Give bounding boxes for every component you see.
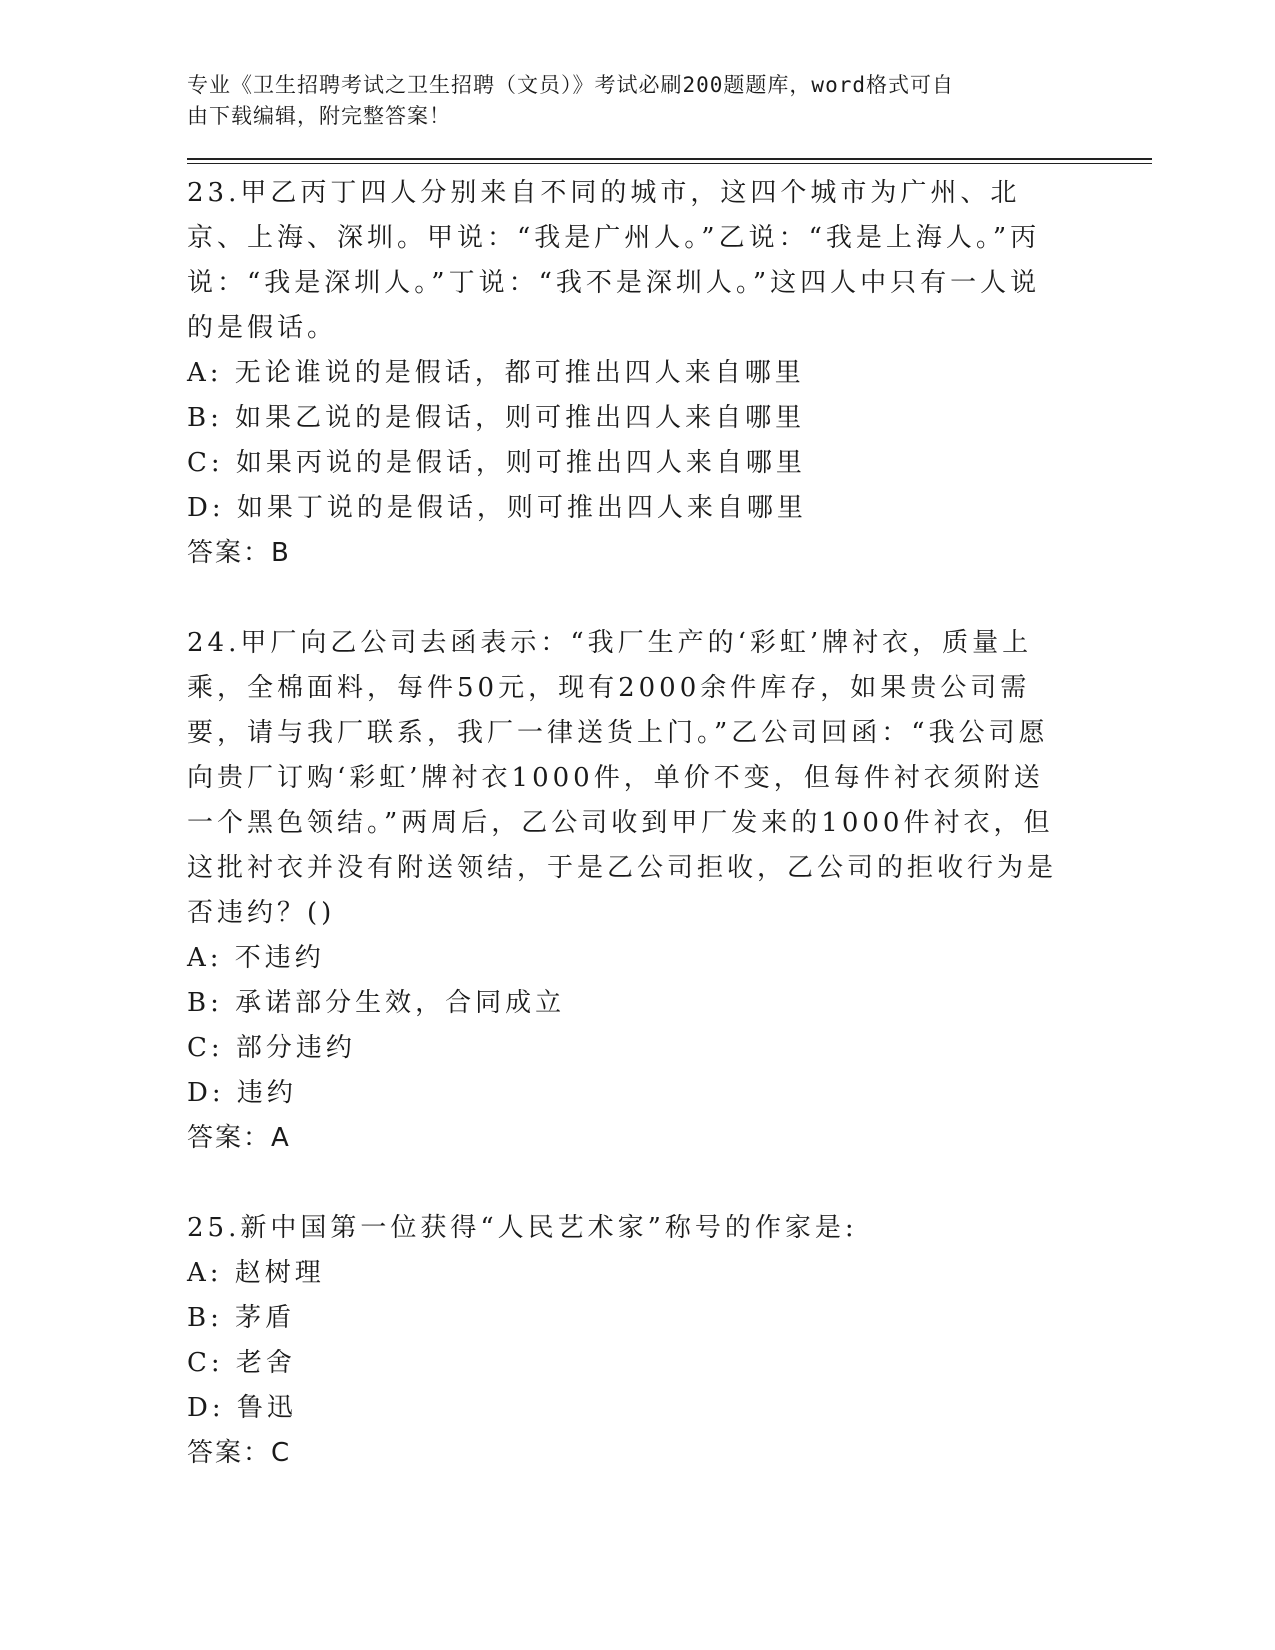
- option-d: D: 如果丁说的是假话，则可推出四人来自哪里: [187, 493, 807, 523]
- option-a: A: 无论谁说的是假话，都可推出四人来自哪里: [187, 358, 805, 388]
- document-header: [187, 70, 1067, 132]
- option-a: A: 赵树理: [187, 1258, 325, 1288]
- header-line-2: 由下载编辑，附完整答案！: [187, 104, 451, 128]
- spacer: [187, 576, 1152, 621]
- option-c: C: 如果丙说的是假话，则可推出四人来自哪里: [187, 448, 806, 478]
- answer: 答案：C: [187, 1438, 292, 1468]
- answer: 答案：B: [187, 538, 291, 568]
- option-d: D: 违约: [187, 1078, 297, 1108]
- option-b: B: 如果乙说的是假话，则可推出四人来自哪里: [187, 403, 806, 433]
- question-23: [187, 171, 1152, 576]
- question-25: [187, 1206, 1152, 1476]
- option-c: C: 老舍: [187, 1348, 296, 1378]
- option-b: B: 承诺部分生效，合同成立: [187, 988, 566, 1018]
- option-c: C: 部分违约: [187, 1033, 356, 1063]
- document-page: [187, 70, 1152, 1476]
- header-divider: [187, 158, 1152, 164]
- question-text: 23.甲乙丙丁四人分别来自不同的城市，这四个城市为广州、北京、上海、深圳。甲说：“我是广州人。”乙说：“我是上海人。”丙说：“我是深圳人。”丁说：“我不是深圳人。”这四人中只有一人说的是假话。: [187, 178, 1041, 343]
- header-line-1: 专业《卫生招聘考试之卫生招聘（文员）》考试必刷200题题库，word格式可自: [187, 73, 954, 97]
- answer: 答案：A: [187, 1123, 291, 1153]
- option-d: D: 鲁迅: [187, 1393, 297, 1423]
- question-text: 24.甲厂向乙公司去函表示：“我厂生产的‘彩虹’牌衬衣，质量上乘，全棉面料，每件50元，现有2000余件库存，如果贵公司需要，请与我厂联系，我厂一律送货上门。”乙公司回函：“我公司愿向贵厂订购‘彩虹’牌衬衣1000件，单价不变，但每件衬衣须附送一个黑色领结。”两周后，乙公司收到甲厂发来的1000件衬衣，但这批衬衣并没有附送领结，于是乙公司拒收，乙公司的拒收行为是否违约？(): [187, 628, 1058, 928]
- question-text: 25.新中国第一位获得“人民艺术家”称号的作家是:: [187, 1213, 858, 1243]
- question-24: [187, 621, 1152, 1161]
- spacer: [187, 1161, 1152, 1206]
- option-a: A: 不违约: [187, 943, 325, 973]
- option-b: B: 茅盾: [187, 1303, 296, 1333]
